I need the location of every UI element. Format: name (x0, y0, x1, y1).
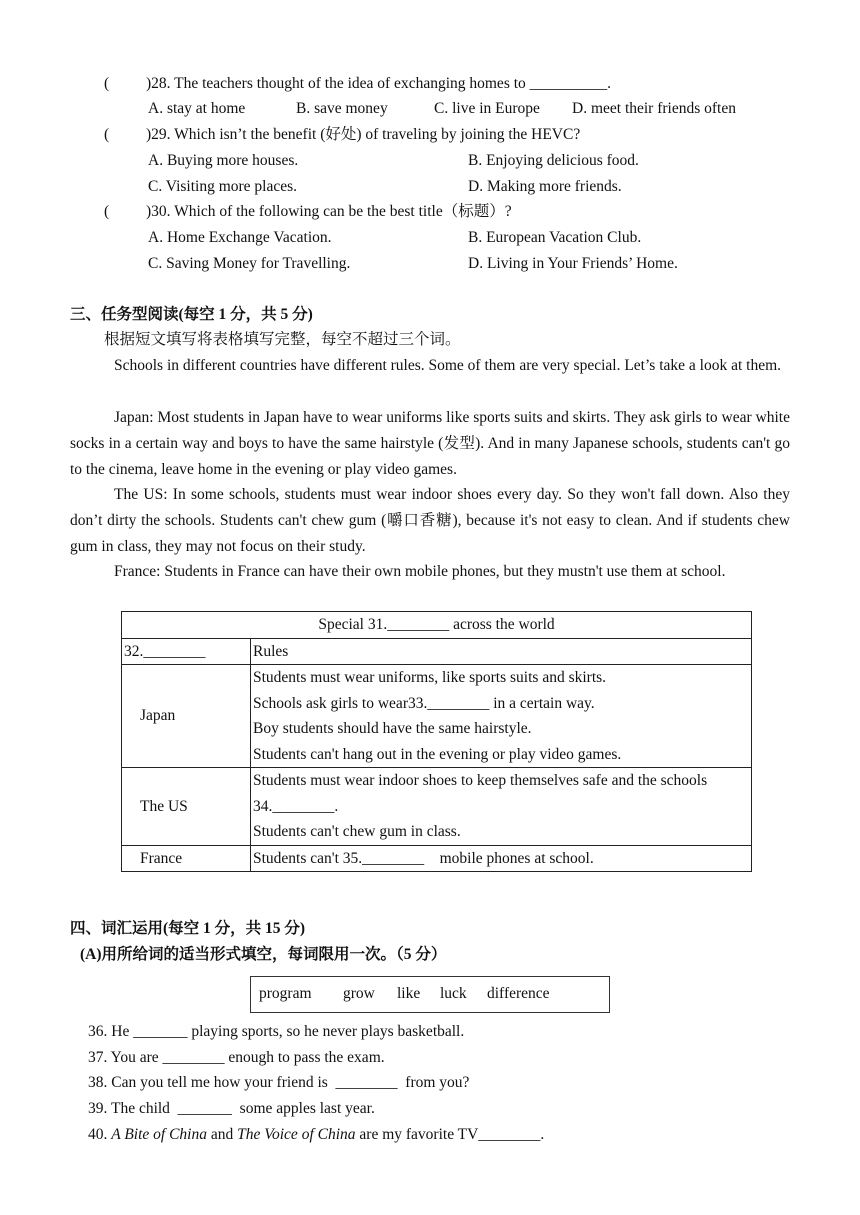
option: D. meet their friends often (572, 100, 736, 117)
table-row (122, 665, 752, 768)
rule-line: Boy students should have the same hairstyle. (253, 720, 532, 737)
option: A. Home Exchange Vacation. (148, 229, 332, 246)
exercise-item: 36. He _______ playing sports, so he never plays basketball. (88, 1023, 465, 1040)
option: B. Enjoying delicious food. (468, 152, 639, 169)
option: B. save money (296, 100, 388, 117)
rule-line: 34.________. (253, 797, 339, 815)
question-28 (104, 73, 611, 95)
show-title: A Bite of China (111, 1126, 207, 1143)
question-29 (104, 124, 580, 146)
rule-line: Schools ask girls to wear33.________ in a certain way. (253, 694, 595, 712)
word: program (259, 985, 312, 1002)
table-row (122, 768, 752, 846)
table-header-country: 32.________ (122, 638, 251, 665)
table-title: Special 31.________ across the world (122, 612, 752, 639)
reading-paragraph: The US: In some schools, students must wear indoor shoes every day. So they won't fall down. Also they don’t dirty the schools. Students can't chew gum (嚼口香糖), because it's not easy to clean. And if students chew gum in class, they may not focus on their study. (70, 486, 790, 555)
exercise-item: 37. You are ________ enough to pass the exam. (88, 1049, 385, 1066)
question-stem: )30. Which of the following can be the best title（标题）? (146, 203, 512, 220)
answer-bracket: ( (104, 126, 110, 143)
question-stem: )29. Which isn’t the benefit (好处) of traveling by joining the HEVC? (146, 126, 581, 143)
word: grow (343, 985, 375, 1002)
table-header-rules: Rules (251, 638, 752, 665)
table-row (122, 845, 752, 872)
exercise-item: 39. The child _______ some apples last year. (88, 1100, 375, 1117)
word-box (250, 976, 610, 1013)
word: luck (440, 985, 467, 1002)
item-text: are my favorite TV________. (355, 1126, 545, 1143)
section-3-heading: 三、任务型阅读(每空 1 分，共 5 分) (70, 306, 313, 323)
rule-line: Students must wear indoor shoes to keep themselves safe and the schools (253, 772, 708, 789)
question-stem: )28. The teachers thought of the idea of exchanging homes to __________. (146, 75, 612, 92)
question-30 (104, 201, 512, 223)
country-cell: France (122, 845, 251, 872)
exercise-item-40 (88, 1124, 544, 1146)
exercise-item: 38. Can you tell me how your friend is ________ from you? (88, 1074, 470, 1091)
rule-line: Students can't hang out in the evening or play video games. (253, 745, 622, 763)
option: C. Visiting more places. (148, 178, 298, 195)
country-cell: Japan (122, 665, 251, 768)
country-cell: The US (122, 768, 251, 846)
option: C. Saving Money for Travelling. (148, 255, 351, 272)
rule-line: Students can't 35.________ mobile phones at school. (251, 845, 752, 872)
option: A. stay at home (148, 100, 246, 117)
word: like (397, 985, 421, 1002)
section-3-instruction: 根据短文填写将表格填写完整，每空不超过三个词。 (104, 331, 461, 348)
answer-bracket: ( (104, 203, 110, 220)
answer-bracket: ( (104, 75, 110, 92)
rule-line: Students must wear uniforms, like sports suits and skirts. (253, 669, 607, 686)
option: C. live in Europe (434, 100, 540, 117)
rules-cell (251, 768, 752, 846)
reading-paragraph: Schools in different countries have different rules. Some of them are very special. Let’s take a look at them. (114, 357, 782, 374)
rules-cell (251, 665, 752, 768)
section-4-subheading: (A)用所给词的适当形式填空，每词限用一次。（5 分） (80, 946, 447, 963)
option: D. Living in Your Friends’ Home. (468, 255, 678, 272)
reading-paragraph: France: Students in France can have their own mobile phones, but they mustn't use them at school. (114, 563, 726, 580)
option: D. Making more friends. (468, 178, 622, 195)
section-4-heading: 四、词汇运用(每空 1 分，共 15 分) (70, 920, 306, 937)
option: A. Buying more houses. (148, 152, 299, 169)
item-text: and (206, 1126, 238, 1143)
show-title: The Voice of China (237, 1126, 356, 1143)
reading-paragraph: Japan: Most students in Japan have to wear uniforms like sports suits and skirts. They ask girls to wear white socks in a certain way and boys to have the same hairstyle (发型). And in many Japanese schools, students can't go to the cinema, leave home in the evening or play video games. (70, 409, 790, 478)
word: difference (487, 985, 550, 1002)
item-number: 40. (88, 1126, 112, 1143)
task-table (121, 611, 752, 872)
option: B. European Vacation Club. (468, 229, 642, 246)
rule-line: Students can't chew gum in class. (253, 823, 461, 840)
